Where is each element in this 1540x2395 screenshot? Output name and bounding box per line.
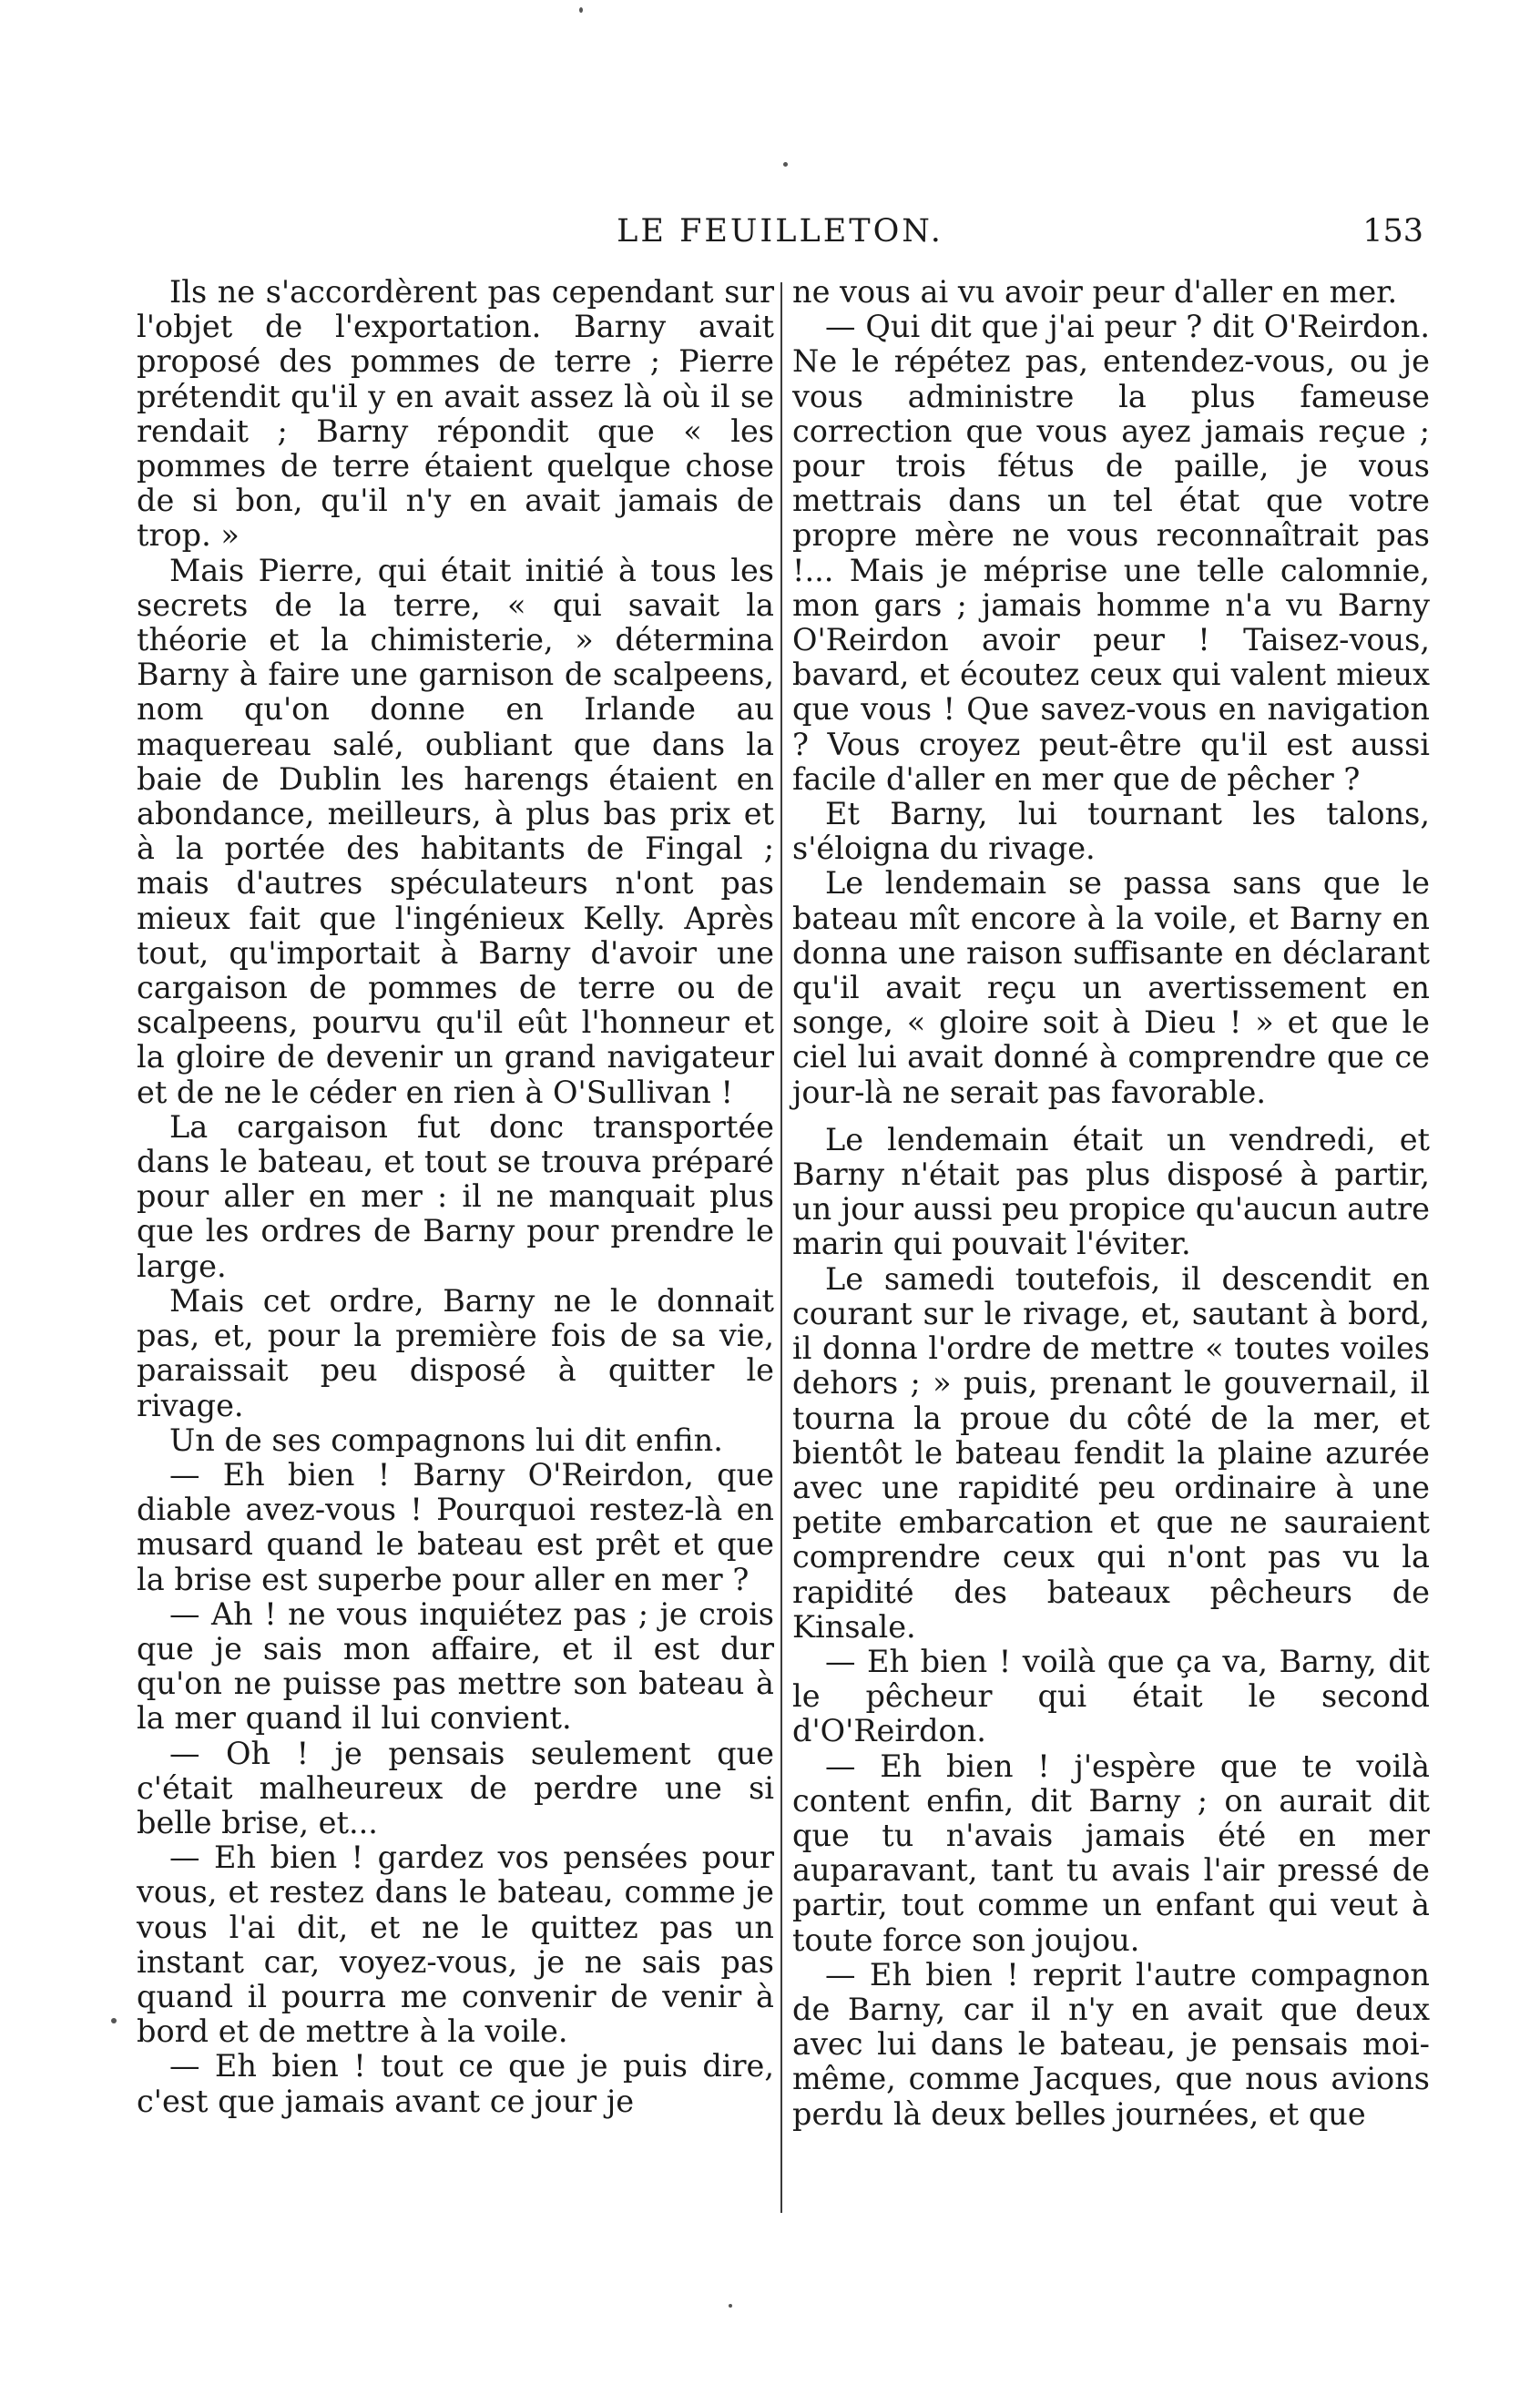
paragraph-continued: ne vous ai vu avoir peur d'aller en mer. [792, 274, 1398, 310]
left-column [137, 275, 774, 2119]
scan-speck [111, 2018, 117, 2023]
paragraph: Et Barny, lui tournant les talons, s'éloigna du rivage. [792, 796, 1430, 867]
paragraph: Mais cet ordre, Barny ne le donnait pas, et, pour la première fois de sa vie, paraissait peu disposé à quitter le rivage. [137, 1282, 774, 1423]
page-number: 153 [1362, 213, 1423, 250]
scan-speck [783, 162, 788, 167]
paragraph: — Eh bien ! Barny O'Reirdon, que diable avez-vous ! Pourquoi restez-là en musard quand le bateau est prêt et que la brise est superbe pour aller en mer ? [137, 1456, 774, 1597]
paragraph: Le lendemain était un vendredi, et Barny n'était pas plus disposé à partir, un jour aussi peu propice qu'aucun autre marin qui pouvait l'éviter. [792, 1121, 1430, 1262]
running-title: LE FEUILLETON. [617, 213, 943, 250]
paragraph: Mais Pierre, qui était initié à tous les secrets de la terre, « qui savait la théorie et la chimisterie, » détermina Barny à faire une garnison de scalpeens, nom qu'on donne en Irlande au maquereau salé, oubliant que dans la baie de Dublin les harengs étaient en abondance, meilleurs, à plus bas prix et à la portée des habitants de Fingal ; mais d'autres spéculateurs n'ont pas mieux fait que l'ingénieux Kelly. Après tout, qu'importait à Barny d'avoir une cargaison de pommes de terre ou de scalpeens, pourvu qu'il eût l'honneur et la gloire de devenir un grand navigateur et de ne le céder en rien à O'Sullivan ! [137, 552, 774, 1110]
paragraph: — Oh ! je pensais seulement que c'était malheureux de perdre une si belle brise, et... [137, 1735, 774, 1840]
paragraph: — Eh bien ! reprit l'autre compagnon de Barny, car il n'y en avait que deux avec lui dans le bateau, je pensais moi-même, comme Jacques, que nous avions perdu là deux belles journées, et que [792, 1956, 1430, 2132]
right-column [792, 275, 1430, 2132]
paragraph: — Eh bien ! tout ce que je puis dire, c'est que jamais avant ce jour je [137, 2048, 774, 2119]
paragraph: — Eh bien ! voilà que ça va, Barny, dit le pêcheur qui était le second d'O'Reirdon. [792, 1643, 1430, 1749]
paragraph: La cargaison fut donc transportée dans le bateau, et tout se trouva préparé pour aller en mer : il ne manquait plus que les ordres de Barny pour prendre le large. [137, 1108, 774, 1284]
paragraph: Le lendemain se passa sans que le bateau mît encore à la voile, et Barny en donna une raison suffisante en déclarant qu'il avait reçu un avertissement en songe, « gloire soit à Dieu ! » et que le ciel lui avait donné à comprendre que ce jour-là ne serait pas favorable. [792, 865, 1430, 1110]
paragraph: Un de ses compagnons lui dit enfin. [169, 1422, 723, 1458]
scan-speck [729, 2304, 732, 2308]
paragraph: — Ah ! ne vous inquiétez pas ; je crois que je sais mon affaire, et il est dur qu'on ne puisse pas mettre son bateau à la mer quand il lui convient. [137, 1595, 774, 1737]
running-header [137, 208, 1423, 262]
paragraph: — Eh bien ! gardez vos pensées pour vous, et restez dans le bateau, comme je vous l'ai dit, et ne le quittez pas un instant car, voyez-vous, je ne sais pas quand il pourra me convenir de venir à bord et de mettre à la voile. [137, 1840, 774, 2050]
scan-speck [579, 7, 583, 13]
paragraph: Le samedi toutefois, il descendit en courant sur le rivage, et, sautant à bord, il donna l'ordre de mettre « toutes voiles dehors ; » puis, prenant le gouvernail, il tourna la proue du côté de la mer, et bientôt le bateau fendit la plaine azurée avec une rapidité peu ordinaire à une petite embarcation et que ne sauraient comprendre ceux qui n'ont pas vu la rapidité des bateaux pêcheurs de Kinsale. [792, 1260, 1430, 1645]
paragraph: — Eh bien ! j'espère que te voilà content enfin, dit Barny ; on aurait dit que tu n'avais jamais été en mer auparavant, tant tu avais l'air pressé de partir, tout comme un enfant qui veut à toute force son joujou. [792, 1748, 1430, 1958]
paragraph: — Qui dit que j'ai peur ? dit O'Reirdon. Ne le répétez pas, entendez-vous, ou je vous administre la plus fameuse correction que vous ayez jamais reçue ; pour trois fétus de paille, je vous mettrais dans un tel état que votre propre mère ne vous reconnaîtrait pas !... Mais je méprise une telle calomnie, mon gars ; jamais homme n'a vu Barny O'Reirdon avoir peur ! Taisez-vous, bavard, et écoutez ceux qui valent mieux que vous ! Que savez-vous en navigation ? Vous croyez peut-être qu'il est aussi facile d'aller en mer que de pêcher ? [792, 309, 1430, 797]
paragraph: Ils ne s'accordèrent pas cependant sur l'objet de l'exportation. Barny avait proposé des pommes de terre ; Pierre prétendit qu'il y en avait assez là où il se rendait ; Barny répondit que « les pommes de terre étaient quelque chose de si bon, qu'il n'y en avait jamais de trop. » [137, 274, 774, 554]
column-divider [780, 282, 782, 2213]
